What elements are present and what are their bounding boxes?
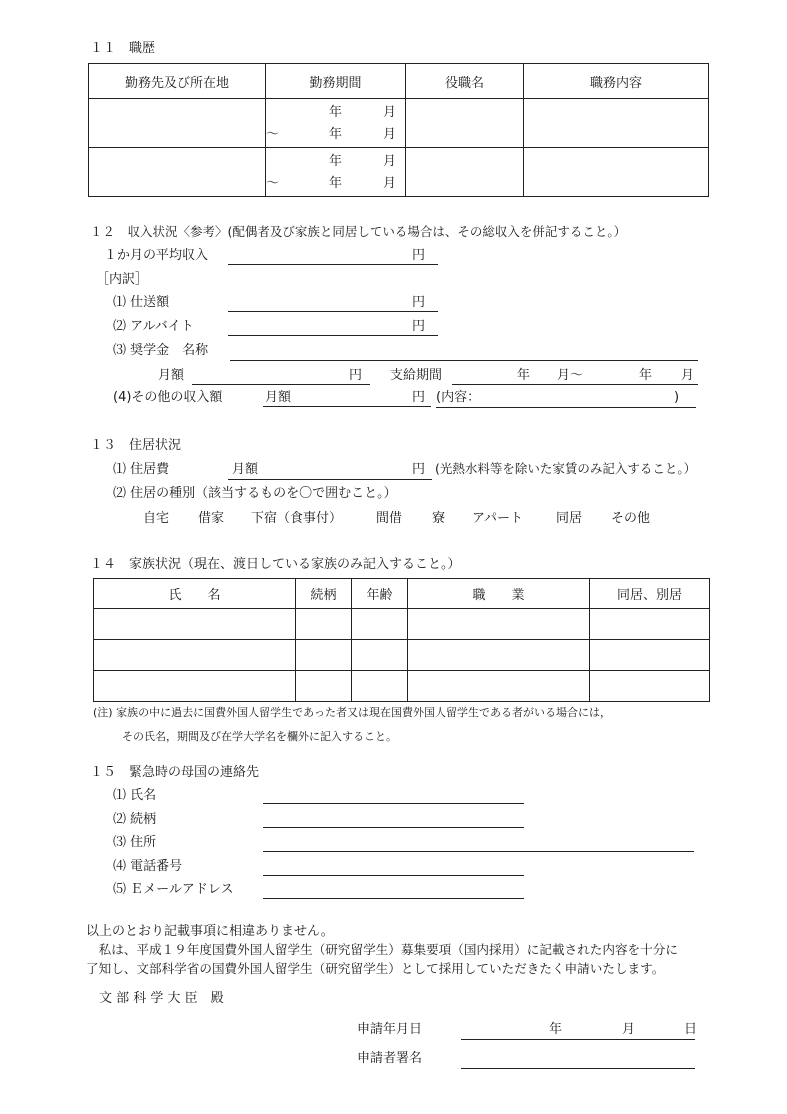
family-note-line1: (注) 家族の中に過去に国費外国人留学生であった者又は現在国費外国人留学生である者がいる場合には， xyxy=(93,706,611,719)
emergency-email-label: ⑸ Ｅメールアドレス xyxy=(113,882,234,897)
content-close-label: ) xyxy=(674,390,680,405)
day-label: 日 xyxy=(684,1022,698,1037)
housing-type-label: ⑵ 住居の種別（該当するものを〇で囲むこと。） xyxy=(113,486,397,501)
avg-income-label: １か月の平均収入 xyxy=(104,248,209,263)
family-residence-cell[interactable] xyxy=(590,609,710,640)
header-relation: 続柄 xyxy=(296,579,352,609)
emergency-phone-label: ⑷ 電話番号 xyxy=(113,859,183,874)
family-name-cell[interactable] xyxy=(94,609,296,640)
family-table xyxy=(93,578,710,702)
family-relation-cell[interactable] xyxy=(296,609,352,640)
housing-option-other[interactable]: その他 xyxy=(611,511,651,526)
housing-option-rented-house[interactable]: 借家 xyxy=(198,511,225,526)
section-11-title: １１ 職歴 xyxy=(90,41,156,56)
yen-label: 円 xyxy=(412,390,426,405)
month-label: 月 xyxy=(383,105,397,120)
emergency-name-field[interactable] xyxy=(263,803,524,804)
year-label: 年 xyxy=(517,368,531,383)
content-open-label: (内容： xyxy=(436,390,481,405)
period-field[interactable] xyxy=(452,384,698,385)
month-label: 月 xyxy=(383,127,397,142)
section-15-title: １５ 緊急時の母国の連絡先 xyxy=(90,765,260,780)
declaration-line3: 了知し、文部科学省の国費外国人留学生（研究留学生）として採用していただきたく申請いたします。 xyxy=(86,961,665,976)
position-cell[interactable] xyxy=(406,148,524,197)
housing-option-room[interactable]: 間借 xyxy=(376,511,403,526)
housing-monthly-label: 月額 xyxy=(232,462,259,477)
period-label: 支給期間 xyxy=(390,368,443,383)
content-field[interactable] xyxy=(436,407,696,408)
parttime-field[interactable] xyxy=(228,335,438,336)
family-age-cell[interactable] xyxy=(352,671,408,702)
applicant-signature-label: 申請者署名 xyxy=(357,1051,423,1066)
header-duties: 職務内容 xyxy=(524,64,709,99)
duties-cell[interactable] xyxy=(524,99,709,148)
housing-cost-label: ⑴ 住居費 xyxy=(113,462,170,477)
breakdown-label: ［内訳］ xyxy=(96,272,149,287)
addressee: 文 部 科 学 大 臣 殿 xyxy=(99,991,224,1006)
year-label: 年 xyxy=(639,368,653,383)
allowance-label: ⑴ 仕送額 xyxy=(113,295,170,310)
yen-label: 円 xyxy=(412,462,426,477)
year-label: 年 xyxy=(329,154,343,169)
family-occupation-cell[interactable] xyxy=(408,609,590,640)
header-occupation: 職 業 xyxy=(408,579,590,609)
parttime-label: ⑵ アルバイト xyxy=(113,319,194,334)
other-income-label: (4)その他の収入額 xyxy=(113,390,223,405)
position-cell[interactable] xyxy=(406,99,524,148)
year-label: 年 xyxy=(329,176,343,191)
application-date-field[interactable] xyxy=(461,1039,695,1040)
family-age-cell[interactable] xyxy=(352,609,408,640)
other-monthly-label: 月額 xyxy=(265,390,292,405)
housing-option-cohabiting[interactable]: 同居 xyxy=(556,511,583,526)
allowance-field[interactable] xyxy=(228,311,438,312)
family-residence-cell[interactable] xyxy=(590,671,710,702)
yen-label: 円 xyxy=(349,368,363,383)
family-name-cell[interactable] xyxy=(94,640,296,671)
family-relation-cell[interactable] xyxy=(296,640,352,671)
housing-option-boarding[interactable]: 下宿（食事付） xyxy=(251,511,343,526)
family-name-cell[interactable] xyxy=(94,671,296,702)
section-14-title: １４ 家族状況（現在、渡日している家族のみ記入すること。） xyxy=(90,557,461,572)
month-label: 月 xyxy=(383,176,397,191)
scholarship-monthly-label: 月額 xyxy=(158,368,185,383)
table-row xyxy=(89,148,709,197)
emergency-email-field[interactable] xyxy=(263,898,524,899)
month-label: 月 xyxy=(681,368,695,383)
tilde-label: ～ xyxy=(266,176,280,191)
housing-cost-field[interactable] xyxy=(228,479,432,480)
table-row xyxy=(94,640,710,671)
workplace-cell[interactable] xyxy=(89,99,266,148)
other-income-field[interactable] xyxy=(263,406,431,407)
section-13-title: １３ 住居状況 xyxy=(90,438,182,453)
emergency-name-label: ⑴ 氏名 xyxy=(113,788,157,803)
period-cell[interactable] xyxy=(266,99,406,148)
duties-cell[interactable] xyxy=(524,148,709,197)
avg-income-field[interactable] xyxy=(228,264,438,265)
housing-option-own-home[interactable]: 自宅 xyxy=(143,511,170,526)
application-date-label: 申請年月日 xyxy=(357,1022,423,1037)
family-note-line2: その氏名，期間及び在学大学名を欄外に記入すること。 xyxy=(122,730,397,743)
header-age: 年齢 xyxy=(352,579,408,609)
month-label: 月 xyxy=(622,1022,636,1037)
header-residence: 同居、別居 xyxy=(590,579,710,609)
year-label: 年 xyxy=(549,1022,563,1037)
housing-option-apartment[interactable]: アパート xyxy=(472,511,523,526)
family-occupation-cell[interactable] xyxy=(408,640,590,671)
yen-label: 円 xyxy=(412,295,426,310)
declaration-line1: 以上のとおり記載事項に相違ありません。 xyxy=(86,924,334,939)
emergency-address-field[interactable] xyxy=(263,851,694,852)
scholarship-monthly-field[interactable] xyxy=(192,384,370,385)
tilde-label: ～ xyxy=(266,127,280,142)
month-label: 月 xyxy=(383,154,397,169)
workplace-cell[interactable] xyxy=(89,148,266,197)
period-cell[interactable] xyxy=(266,148,406,197)
section-12-title: １２ 収入状況〈参考〉(配偶者及び家族と同居している場合は、その総収入を併記すること。） xyxy=(90,224,627,239)
year-label: 年 xyxy=(329,105,343,120)
header-workplace: 勤務先及び所在地 xyxy=(89,64,266,99)
declaration-line2: 私は、平成１９年度国費外国人留学生（研究留学生）募集要項（国内採用）に記載された内容を十分に xyxy=(86,942,678,957)
yen-label: 円 xyxy=(412,319,426,334)
header-position: 役職名 xyxy=(406,64,524,99)
family-occupation-cell[interactable] xyxy=(408,671,590,702)
table-row xyxy=(94,609,710,640)
header-name: 氏 名 xyxy=(94,579,296,609)
housing-note: (光熱水料等を除いた家賃のみ記入すること。） xyxy=(435,461,697,476)
header-period: 勤務期間 xyxy=(266,64,406,99)
month-tilde-label: 月～ xyxy=(557,368,584,383)
family-relation-cell[interactable] xyxy=(296,671,352,702)
employment-table xyxy=(88,63,709,197)
table-row xyxy=(89,99,709,148)
year-label: 年 xyxy=(329,127,343,142)
family-residence-cell[interactable] xyxy=(590,640,710,671)
housing-option-dormitory[interactable]: 寮 xyxy=(432,511,446,526)
emergency-relation-label: ⑵ 続柄 xyxy=(113,812,157,827)
applicant-signature-field[interactable] xyxy=(461,1068,695,1069)
table-row xyxy=(94,671,710,702)
yen-label: 円 xyxy=(412,248,426,263)
emergency-relation-field[interactable] xyxy=(263,827,524,828)
emergency-address-label: ⑶ 住所 xyxy=(113,835,157,850)
scholarship-name-field[interactable] xyxy=(230,360,698,361)
family-age-cell[interactable] xyxy=(352,640,408,671)
emergency-phone-field[interactable] xyxy=(263,875,524,876)
scholarship-label: ⑶ 奨学金 名称 xyxy=(113,343,209,358)
